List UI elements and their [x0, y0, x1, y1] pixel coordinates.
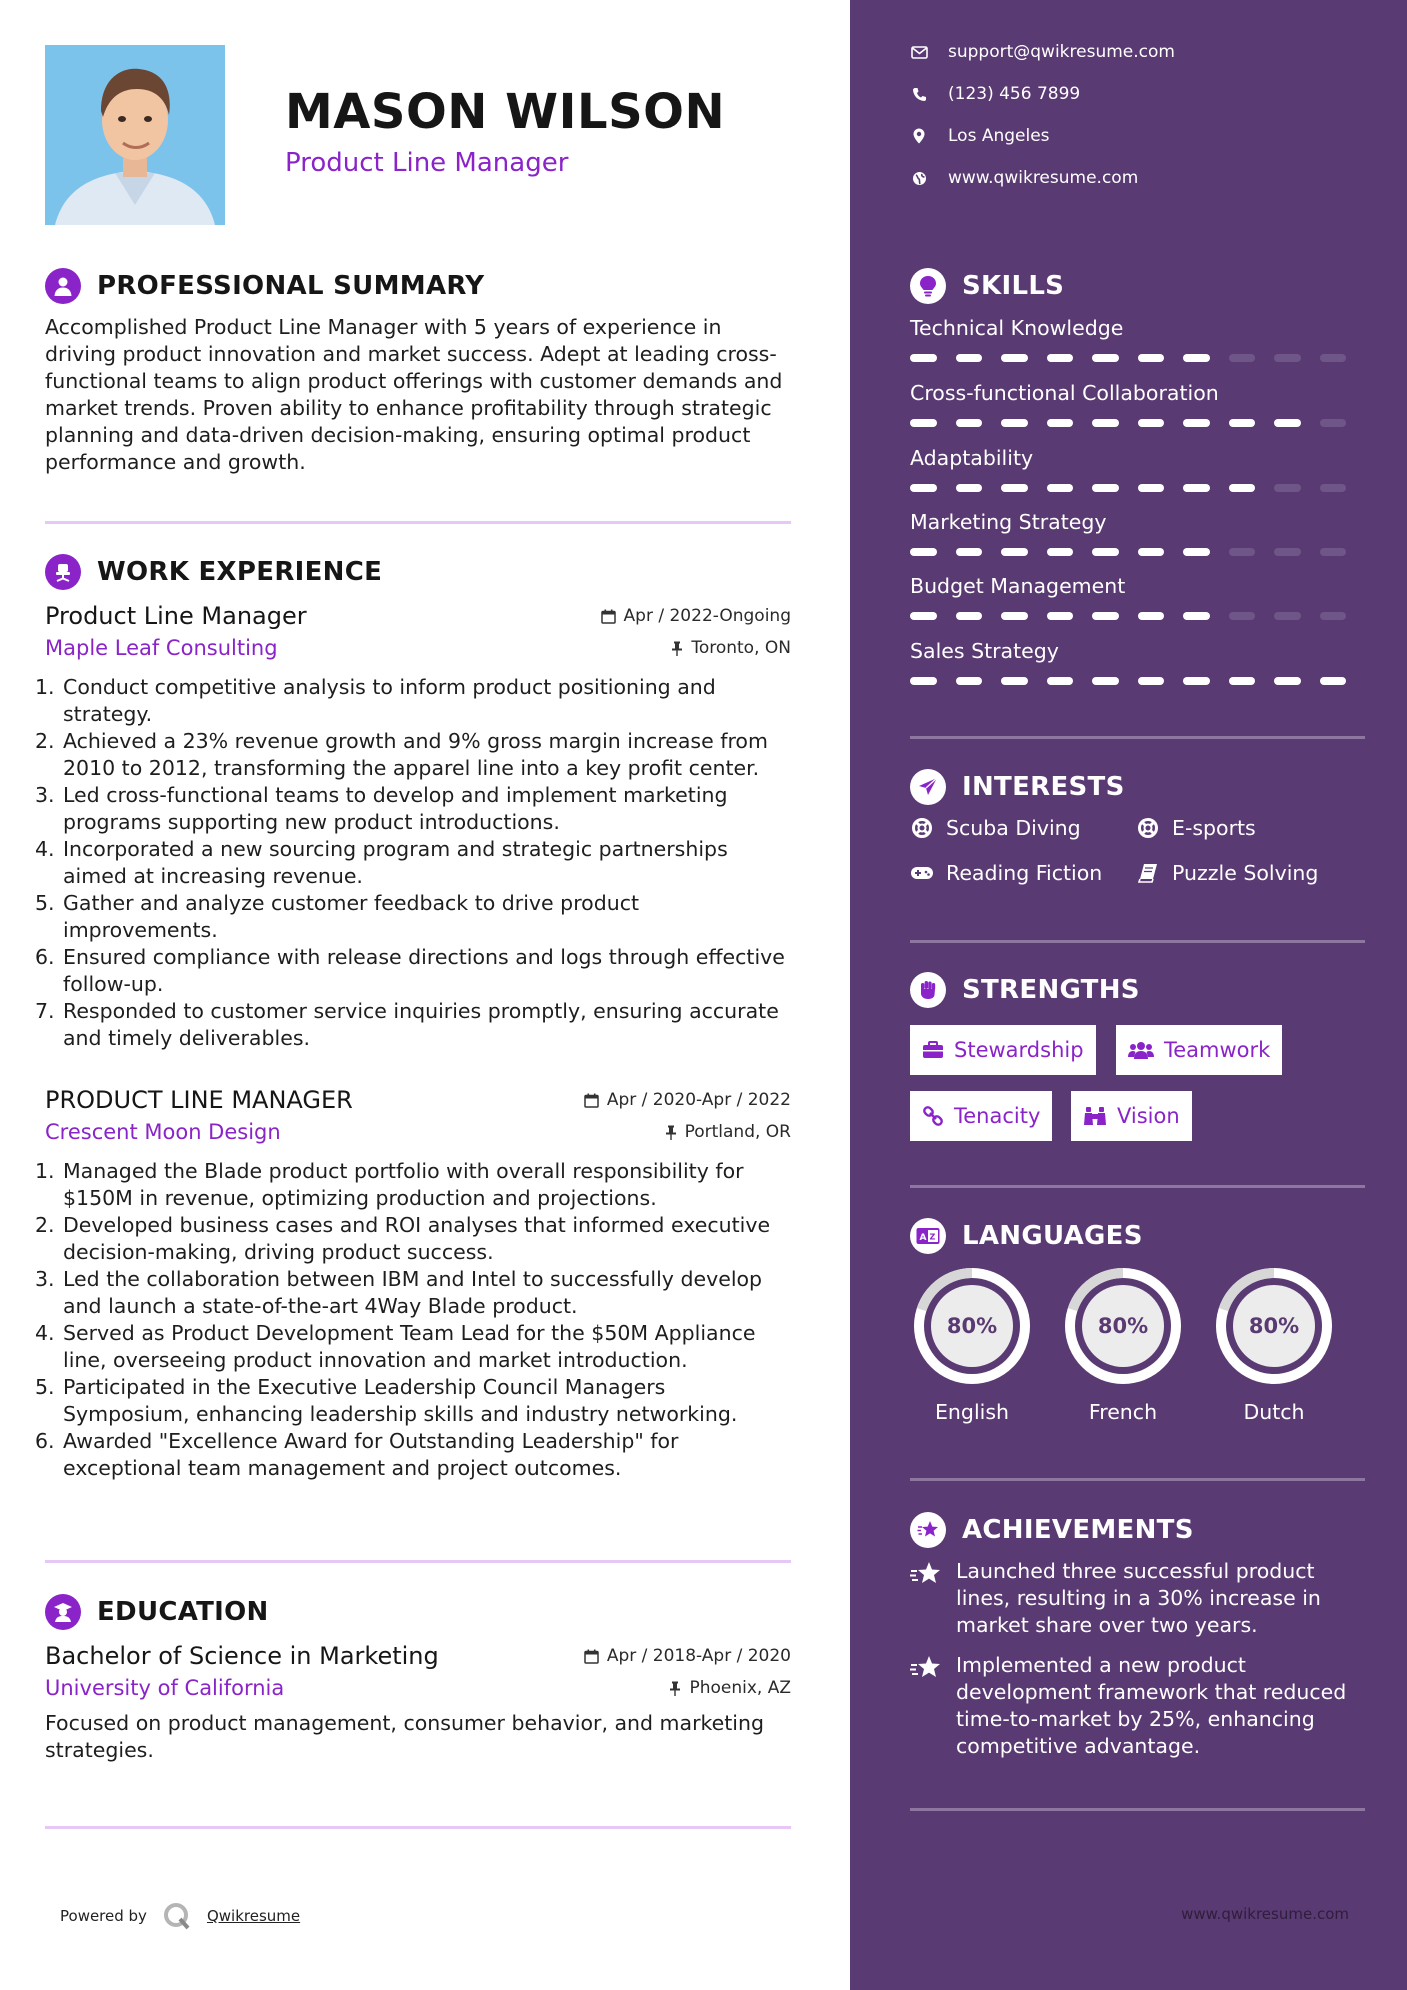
globe-icon	[910, 169, 928, 187]
skill-dash-filled	[1183, 484, 1210, 492]
interest-label: Scuba Diving	[946, 816, 1081, 840]
strength-badge	[910, 1091, 1052, 1141]
divider	[910, 1185, 1365, 1188]
interest-label: E-sports	[1172, 816, 1256, 840]
job-location	[665, 1122, 791, 1142]
duty-list	[35, 1158, 791, 1482]
skill-dash-empty	[1229, 548, 1256, 556]
skill-dash-empty	[1274, 354, 1301, 362]
skill-dash-filled	[910, 548, 937, 556]
languages-section	[910, 1216, 1365, 1256]
language-percent: 80%	[1097, 1314, 1149, 1338]
contact-website[interactable]	[910, 168, 1138, 188]
education-location-text: Phoenix, AZ	[689, 1678, 791, 1698]
strength-badge	[910, 1025, 1096, 1075]
briefcase-icon	[922, 1041, 944, 1059]
strengths-section	[910, 970, 1365, 1010]
divider	[45, 1826, 791, 1829]
skill-dash-filled	[1138, 354, 1165, 362]
job-location-text: Toronto, ON	[691, 638, 791, 658]
strength-label: Stewardship	[954, 1038, 1084, 1062]
skill-item	[910, 381, 1365, 427]
qwikresume-logo-icon	[161, 1900, 193, 1932]
skill-dash-filled	[956, 677, 983, 685]
skill-dash-filled	[1229, 484, 1256, 492]
profile-photo	[45, 45, 225, 225]
fist-icon	[910, 972, 946, 1008]
divider	[45, 521, 791, 524]
experience-title: WORK EXPERIENCE	[97, 557, 383, 587]
skill-dash-filled	[1138, 677, 1165, 685]
skill-dash-filled	[1138, 419, 1165, 427]
skill-dash-filled	[1047, 354, 1074, 362]
list-item: 6. Ensured compliance with release directions and logs through effective follow-up.	[35, 945, 785, 996]
paper-plane-icon	[910, 769, 946, 805]
job-company: Crescent Moon Design	[45, 1120, 281, 1144]
language-item	[1212, 1264, 1336, 1424]
skill-dash-filled	[1092, 548, 1119, 556]
skill-dash-filled	[1274, 677, 1301, 685]
powered-by-label: Powered by	[60, 1907, 147, 1925]
duty-list	[35, 674, 791, 1052]
language-name: French	[1088, 1400, 1158, 1424]
job-company: Maple Leaf Consulting	[45, 636, 278, 660]
pin-icon	[669, 1681, 681, 1696]
education-dates-text: Apr / 2018-Apr / 2020	[606, 1646, 791, 1666]
skill-dash-filled	[1229, 677, 1256, 685]
skill-dash-filled	[910, 677, 937, 685]
job-location-text: Portland, OR	[684, 1122, 791, 1142]
skill-dash-filled	[1001, 484, 1028, 492]
contact-location	[910, 126, 1050, 146]
list-item: 3. Led the collaboration between IBM and Intel to successfully develop and launch a state-of-the-art 4Way Blade product.	[35, 1267, 763, 1318]
skill-rating	[910, 484, 1365, 492]
skill-rating	[910, 354, 1365, 362]
skill-dash-filled	[1001, 354, 1028, 362]
skill-dash-empty	[1274, 612, 1301, 620]
skill-dash-filled	[1183, 548, 1210, 556]
envelope-icon	[910, 43, 928, 61]
divider	[910, 940, 1365, 943]
language-gauge	[1061, 1264, 1185, 1388]
skill-dash-filled	[1047, 612, 1074, 620]
book-icon	[1136, 861, 1160, 885]
skill-dash-filled	[1183, 354, 1210, 362]
svg-text:A: A	[919, 1233, 927, 1243]
skill-name: Sales Strategy	[910, 639, 1059, 663]
calendar-icon	[584, 1093, 599, 1108]
star-badge-icon	[910, 1512, 946, 1548]
skill-dash-filled	[1183, 419, 1210, 427]
skill-item	[910, 316, 1365, 362]
achievements-section	[910, 1510, 1365, 1550]
skill-dash-filled	[1001, 612, 1028, 620]
interest-label: Reading Fiction	[946, 861, 1103, 885]
education-title: EDUCATION	[97, 1597, 269, 1627]
job-dates-text: Apr / 2020-Apr / 2022	[606, 1090, 791, 1110]
skill-dash-filled	[1320, 677, 1347, 685]
skill-dash-filled	[1274, 419, 1301, 427]
list-item: 5. Gather and analyze customer feedback to drive product improvements.	[35, 891, 640, 942]
summary-title: PROFESSIONAL SUMMARY	[97, 271, 485, 301]
job-dates-text: Apr / 2022-Ongoing	[623, 606, 791, 626]
job-location	[671, 638, 791, 658]
skill-item	[910, 510, 1365, 556]
education-text: Focused on product management, consumer behavior, and marketing strategies.	[45, 1711, 765, 1762]
language-gauge	[910, 1264, 1034, 1388]
divider	[910, 736, 1365, 739]
list-item: 3. Led cross-functional teams to develop and implement marketing programs supporting new product introductions.	[35, 783, 728, 834]
skill-dash-filled	[1001, 677, 1028, 685]
language-percent: 80%	[1248, 1314, 1300, 1338]
school-name: University of California	[45, 1676, 285, 1700]
skills-title: SKILLS	[962, 271, 1065, 301]
summary-text: Accomplished Product Line Manager with 5 years of experience in driving product innovation and market success. Adept at leading cross-functional teams to align product offerings with customer demands and market trends. Proven ability to enhance profitability through strategic planning and data-driven decision-making, ensuring optimal product performance and growth.	[45, 315, 783, 474]
achievement-item	[910, 1558, 1365, 1639]
achievement-text: Launched three successful product lines, resulting in a 30% increase in market share over two years.	[956, 1559, 1321, 1637]
sidebar	[850, 0, 1407, 1990]
skill-item	[910, 574, 1365, 620]
interest-item	[910, 816, 1081, 840]
binoculars-icon	[1083, 1106, 1107, 1126]
users-icon	[1128, 1041, 1154, 1059]
calendar-icon	[601, 609, 616, 624]
shooting-star-icon	[910, 1560, 942, 1639]
calendar-icon	[584, 1649, 599, 1664]
job-title: PRODUCT LINE MANAGER	[45, 1086, 353, 1114]
skill-dash-empty	[1229, 612, 1256, 620]
skill-item	[910, 446, 1365, 492]
skill-rating	[910, 612, 1365, 620]
interest-item	[1136, 861, 1318, 885]
pin-icon	[665, 1125, 677, 1140]
office-chair-icon	[45, 554, 81, 590]
phone-text: (123) 456 7899	[948, 84, 1081, 104]
strength-badge	[1116, 1025, 1282, 1075]
skill-dash-filled	[956, 484, 983, 492]
skill-dash-filled	[956, 419, 983, 427]
list-item: 2. Developed business cases and ROI analyses that informed executive decision-making, driving product success.	[35, 1213, 771, 1264]
skill-dash-filled	[1047, 677, 1074, 685]
skill-dash-filled	[910, 419, 937, 427]
job-entry	[35, 602, 791, 1052]
interests-title: INTERESTS	[962, 772, 1125, 802]
skill-dash-empty	[1320, 419, 1347, 427]
skill-dash-filled	[1229, 419, 1256, 427]
list-item: 4. Incorporated a new sourcing program and strategic partnerships aimed at increasing revenue.	[35, 837, 728, 888]
strength-label: Teamwork	[1164, 1038, 1271, 1062]
pin-icon	[671, 641, 683, 656]
interests-section	[910, 767, 1365, 807]
footer-url[interactable]: www.qwikresume.com	[1181, 1905, 1349, 1923]
degree-title: Bachelor of Science in Marketing	[45, 1642, 439, 1670]
list-item: 4. Served as Product Development Team Lead for the $50M Appliance line, overseeing product innovation and market introduction.	[35, 1321, 756, 1372]
list-item: 1. Managed the Blade product portfolio with overall responsibility for $150M in revenue, optimizing production and projections.	[35, 1159, 744, 1210]
education-location	[669, 1678, 791, 1698]
translate-icon	[910, 1218, 946, 1254]
interest-item	[1136, 816, 1256, 840]
skill-rating	[910, 677, 1365, 685]
achievement-text: Implemented a new product development framework that reduced time-to-market by 25%, enhancing competitive advantage.	[956, 1653, 1347, 1758]
skill-dash-filled	[1138, 548, 1165, 556]
summary-section	[45, 266, 791, 476]
lightbulb-icon	[910, 268, 946, 304]
website-text: www.qwikresume.com	[948, 168, 1139, 188]
list-item: 6. Awarded "Excellence Award for Outstanding Leadership" for exceptional team management and project outcomes.	[35, 1429, 679, 1480]
skill-dash-filled	[1001, 419, 1028, 427]
strengths-title: STRENGTHS	[962, 975, 1140, 1005]
divider	[910, 1808, 1365, 1811]
contact-email[interactable]	[910, 42, 1175, 62]
skill-dash-filled	[1047, 548, 1074, 556]
job-title: Product Line Manager	[45, 602, 307, 630]
svg-text:Z: Z	[929, 1232, 936, 1242]
language-percent: 80%	[946, 1314, 998, 1338]
strength-label: Tenacity	[954, 1104, 1041, 1128]
location-text: Los Angeles	[948, 126, 1050, 146]
skill-dash-filled	[1092, 612, 1119, 620]
skill-dash-filled	[1001, 548, 1028, 556]
job-dates	[601, 606, 791, 626]
brand-link[interactable]: Qwikresume	[206, 1907, 301, 1925]
email-text: support@qwikresume.com	[948, 42, 1175, 62]
skill-dash-filled	[1047, 419, 1074, 427]
skill-dash-filled	[1047, 484, 1074, 492]
list-item: 2. Achieved a 23% revenue growth and 9% gross margin increase from 2010 to 2012, transforming the apparel line into a key profit center.	[35, 729, 768, 780]
user-icon	[45, 268, 81, 304]
life-ring-icon	[1136, 816, 1160, 840]
languages-title: LANGUAGES	[962, 1221, 1143, 1251]
skill-dash-filled	[910, 484, 937, 492]
strength-label: Vision	[1117, 1104, 1180, 1128]
skill-dash-filled	[910, 612, 937, 620]
skill-item	[910, 639, 1365, 685]
job-entry	[35, 1086, 791, 1482]
skill-dash-filled	[1092, 419, 1119, 427]
candidate-name: MASON WILSON	[285, 84, 726, 140]
interest-label: Puzzle Solving	[1172, 861, 1319, 885]
link-icon	[922, 1105, 944, 1127]
candidate-role: Product Line Manager	[285, 148, 569, 178]
powered-by	[60, 1900, 300, 1932]
skill-rating	[910, 548, 1365, 556]
life-ring-icon	[910, 816, 934, 840]
divider	[45, 1560, 791, 1563]
language-name: English	[934, 1400, 1010, 1424]
skill-dash-empty	[1229, 354, 1256, 362]
skill-dash-filled	[1092, 677, 1119, 685]
skill-name: Marketing Strategy	[910, 510, 1107, 534]
language-name: Dutch	[1243, 1400, 1305, 1424]
skill-dash-filled	[956, 612, 983, 620]
skill-dash-filled	[956, 354, 983, 362]
experience-section	[35, 552, 791, 1482]
list-item: 1. Conduct competitive analysis to inform product positioning and strategy.	[35, 675, 716, 726]
language-gauge	[1212, 1264, 1336, 1388]
map-marker-icon	[910, 127, 928, 145]
skill-dash-filled	[1138, 612, 1165, 620]
skill-dash-filled	[910, 354, 937, 362]
phone-icon	[910, 85, 928, 103]
skill-dash-empty	[1320, 484, 1347, 492]
strength-badge	[1071, 1091, 1192, 1141]
skill-dash-empty	[1320, 612, 1347, 620]
skills-section	[910, 266, 1365, 306]
skill-dash-empty	[1274, 484, 1301, 492]
skill-dash-empty	[1274, 548, 1301, 556]
skill-name: Adaptability	[910, 446, 1034, 470]
skill-dash-filled	[1092, 354, 1119, 362]
skill-name: Technical Knowledge	[910, 316, 1124, 340]
skill-dash-filled	[956, 548, 983, 556]
education-dates	[584, 1646, 791, 1666]
skill-dash-empty	[1320, 354, 1347, 362]
skill-dash-empty	[1320, 548, 1347, 556]
shooting-star-icon	[910, 1654, 942, 1760]
list-item: 5. Participated in the Executive Leadership Council Managers Symposium, enhancing leadership skills and industry networking.	[35, 1375, 738, 1426]
graduate-icon	[45, 1594, 81, 1630]
achievement-item	[910, 1652, 1365, 1760]
skill-name: Budget Management	[910, 574, 1126, 598]
skill-dash-filled	[1138, 484, 1165, 492]
achievements-title: ACHIEVEMENTS	[962, 1515, 1194, 1545]
contact-phone[interactable]	[910, 84, 1080, 104]
list-item: 7. Responded to customer service inquiries promptly, ensuring accurate and timely deliverables.	[35, 999, 779, 1050]
language-item	[1061, 1264, 1185, 1424]
skill-dash-filled	[1092, 484, 1119, 492]
divider	[910, 1478, 1365, 1481]
gamepad-icon	[910, 861, 934, 885]
job-dates	[584, 1090, 791, 1110]
education-section	[45, 1592, 791, 1764]
skill-dash-filled	[1183, 612, 1210, 620]
skill-dash-filled	[1183, 677, 1210, 685]
skill-name: Cross-functional Collaboration	[910, 381, 1219, 405]
language-item	[910, 1264, 1034, 1424]
skill-rating	[910, 419, 1365, 427]
interest-item	[910, 861, 1102, 885]
